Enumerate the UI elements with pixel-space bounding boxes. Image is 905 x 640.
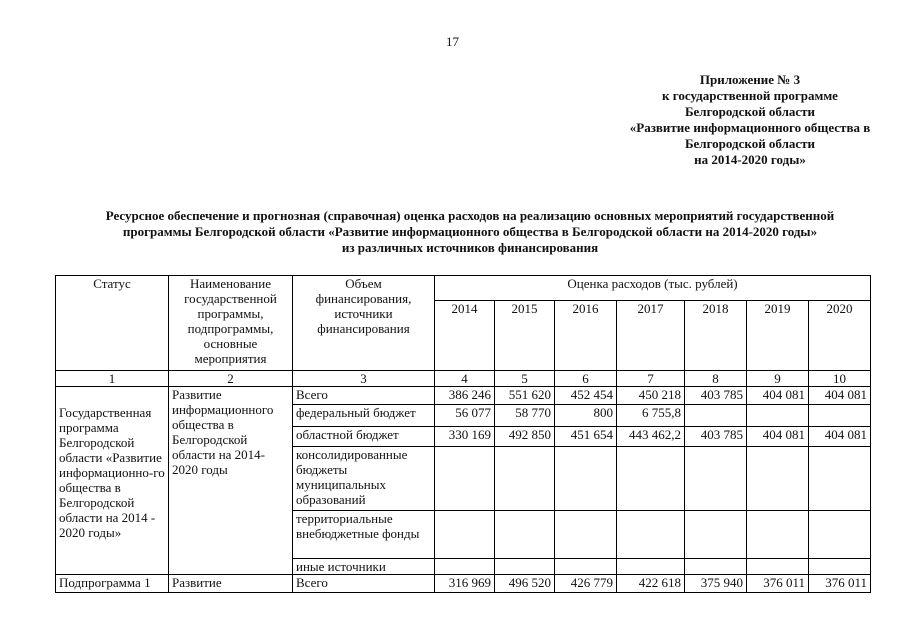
header-estimate: Оценка расходов (тыс. рублей) bbox=[435, 276, 871, 301]
table-cell bbox=[555, 559, 617, 575]
table-cell bbox=[685, 511, 747, 559]
header-status: Статус bbox=[56, 276, 169, 371]
header-funding: Объем финансирования, источники финансирования bbox=[293, 276, 435, 371]
program-status: Государственная программа Белгородской области «Развитие информационно-го общества в Белгородской области на 2014 - 2020 годы» bbox=[56, 387, 169, 575]
header-year: 2017 bbox=[617, 301, 685, 371]
subprogram-status: Подпрограмма 1 bbox=[56, 575, 169, 593]
table-cell: 403 785 bbox=[685, 427, 747, 447]
table-cell bbox=[495, 447, 555, 511]
table-cell: 404 081 bbox=[747, 427, 809, 447]
table-cell bbox=[747, 447, 809, 511]
table-row bbox=[56, 387, 871, 405]
column-number: 7 bbox=[617, 371, 685, 387]
header-year: 2015 bbox=[495, 301, 555, 371]
appendix-line: к государственной программе bbox=[662, 88, 838, 103]
table-cell bbox=[495, 559, 555, 575]
column-number: 9 bbox=[747, 371, 809, 387]
table-cell: 496 520 bbox=[495, 575, 555, 593]
table-cell bbox=[617, 447, 685, 511]
column-number: 8 bbox=[685, 371, 747, 387]
table-cell bbox=[809, 511, 871, 559]
table-cell bbox=[495, 511, 555, 559]
table-cell: 376 011 bbox=[747, 575, 809, 593]
column-number-row bbox=[56, 371, 871, 387]
table-cell: 404 081 bbox=[809, 387, 871, 405]
header-year: 2018 bbox=[685, 301, 747, 371]
column-number: 10 bbox=[809, 371, 871, 387]
funding-source: консолидированные бюджеты муниципальных образований bbox=[293, 447, 435, 511]
funding-source: территориальные внебюджетные фонды bbox=[293, 511, 435, 559]
table-cell: 386 246 bbox=[435, 387, 495, 405]
table-cell: 6 755,8 bbox=[617, 405, 685, 427]
table-cell: 450 218 bbox=[617, 387, 685, 405]
header-year: 2020 bbox=[809, 301, 871, 371]
title-line: программы Белгородской области «Развитие информационного общества в Белгородской области на 2014-2020 годы» bbox=[122, 224, 818, 239]
table-cell: 58 770 bbox=[495, 405, 555, 427]
table-cell bbox=[685, 559, 747, 575]
column-number: 3 bbox=[293, 371, 435, 387]
page-number: 17 bbox=[446, 34, 459, 49]
table-cell bbox=[617, 559, 685, 575]
appendix-line: Белгородской области bbox=[684, 104, 816, 119]
table-cell bbox=[435, 447, 495, 511]
document-title bbox=[40, 208, 900, 256]
appendix-line: на 2014-2020 годы» bbox=[694, 152, 806, 167]
header-year: 2019 bbox=[747, 301, 809, 371]
table-cell: 403 785 bbox=[685, 387, 747, 405]
column-number: 2 bbox=[169, 371, 293, 387]
table-cell: 443 462,2 bbox=[617, 427, 685, 447]
header-name: Наименование государственной программы, подпрограммы, основные мероприятия bbox=[169, 276, 293, 371]
table-cell: 376 011 bbox=[809, 575, 871, 593]
table-cell bbox=[555, 511, 617, 559]
table-cell: 452 454 bbox=[555, 387, 617, 405]
appendix-line: Белгородской области bbox=[684, 136, 816, 151]
table-cell bbox=[435, 559, 495, 575]
funding-source: областной бюджет bbox=[293, 427, 435, 447]
table-cell: 404 081 bbox=[809, 427, 871, 447]
table-cell bbox=[747, 559, 809, 575]
column-number: 1 bbox=[56, 371, 169, 387]
table-cell bbox=[685, 447, 747, 511]
funding-source: Всего bbox=[293, 575, 435, 593]
table-cell: 404 081 bbox=[747, 387, 809, 405]
appendix-line: Приложение № 3 bbox=[699, 72, 801, 87]
table-cell bbox=[555, 447, 617, 511]
table-cell: 56 077 bbox=[435, 405, 495, 427]
table-cell: 316 969 bbox=[435, 575, 495, 593]
column-number: 4 bbox=[435, 371, 495, 387]
table-cell: 426 779 bbox=[555, 575, 617, 593]
header-year: 2016 bbox=[555, 301, 617, 371]
table-cell bbox=[747, 405, 809, 427]
appendix-line: «Развитие информационного общества в bbox=[629, 120, 871, 135]
header-year: 2014 bbox=[435, 301, 495, 371]
table-cell bbox=[809, 405, 871, 427]
funding-source: иные источники bbox=[293, 559, 435, 575]
table-cell: 451 654 bbox=[555, 427, 617, 447]
table-cell bbox=[685, 405, 747, 427]
table-cell: 492 850 bbox=[495, 427, 555, 447]
table-cell: 375 940 bbox=[685, 575, 747, 593]
table-row bbox=[56, 575, 871, 593]
subprogram-name: Развитие bbox=[169, 575, 293, 593]
table-cell bbox=[747, 511, 809, 559]
table-cell: 800 bbox=[555, 405, 617, 427]
title-line: из различных источников финансирования bbox=[341, 240, 599, 255]
table-cell bbox=[809, 447, 871, 511]
column-number: 6 bbox=[555, 371, 617, 387]
funding-source: федеральный бюджет bbox=[293, 405, 435, 427]
budget-table bbox=[55, 275, 871, 593]
table-cell bbox=[617, 511, 685, 559]
program-name: Развитие информационного общества в Белгородской области на 2014-2020 годы bbox=[169, 387, 293, 575]
table-cell: 422 618 bbox=[617, 575, 685, 593]
funding-source: Всего bbox=[293, 387, 435, 405]
table-cell: 551 620 bbox=[495, 387, 555, 405]
table-cell bbox=[809, 559, 871, 575]
table-cell: 330 169 bbox=[435, 427, 495, 447]
column-number: 5 bbox=[495, 371, 555, 387]
title-line: Ресурсное обеспечение и прогнозная (справочная) оценка расходов на реализацию основных мероприятий государственной bbox=[105, 208, 835, 223]
appendix-note bbox=[600, 72, 900, 168]
table-cell bbox=[435, 511, 495, 559]
